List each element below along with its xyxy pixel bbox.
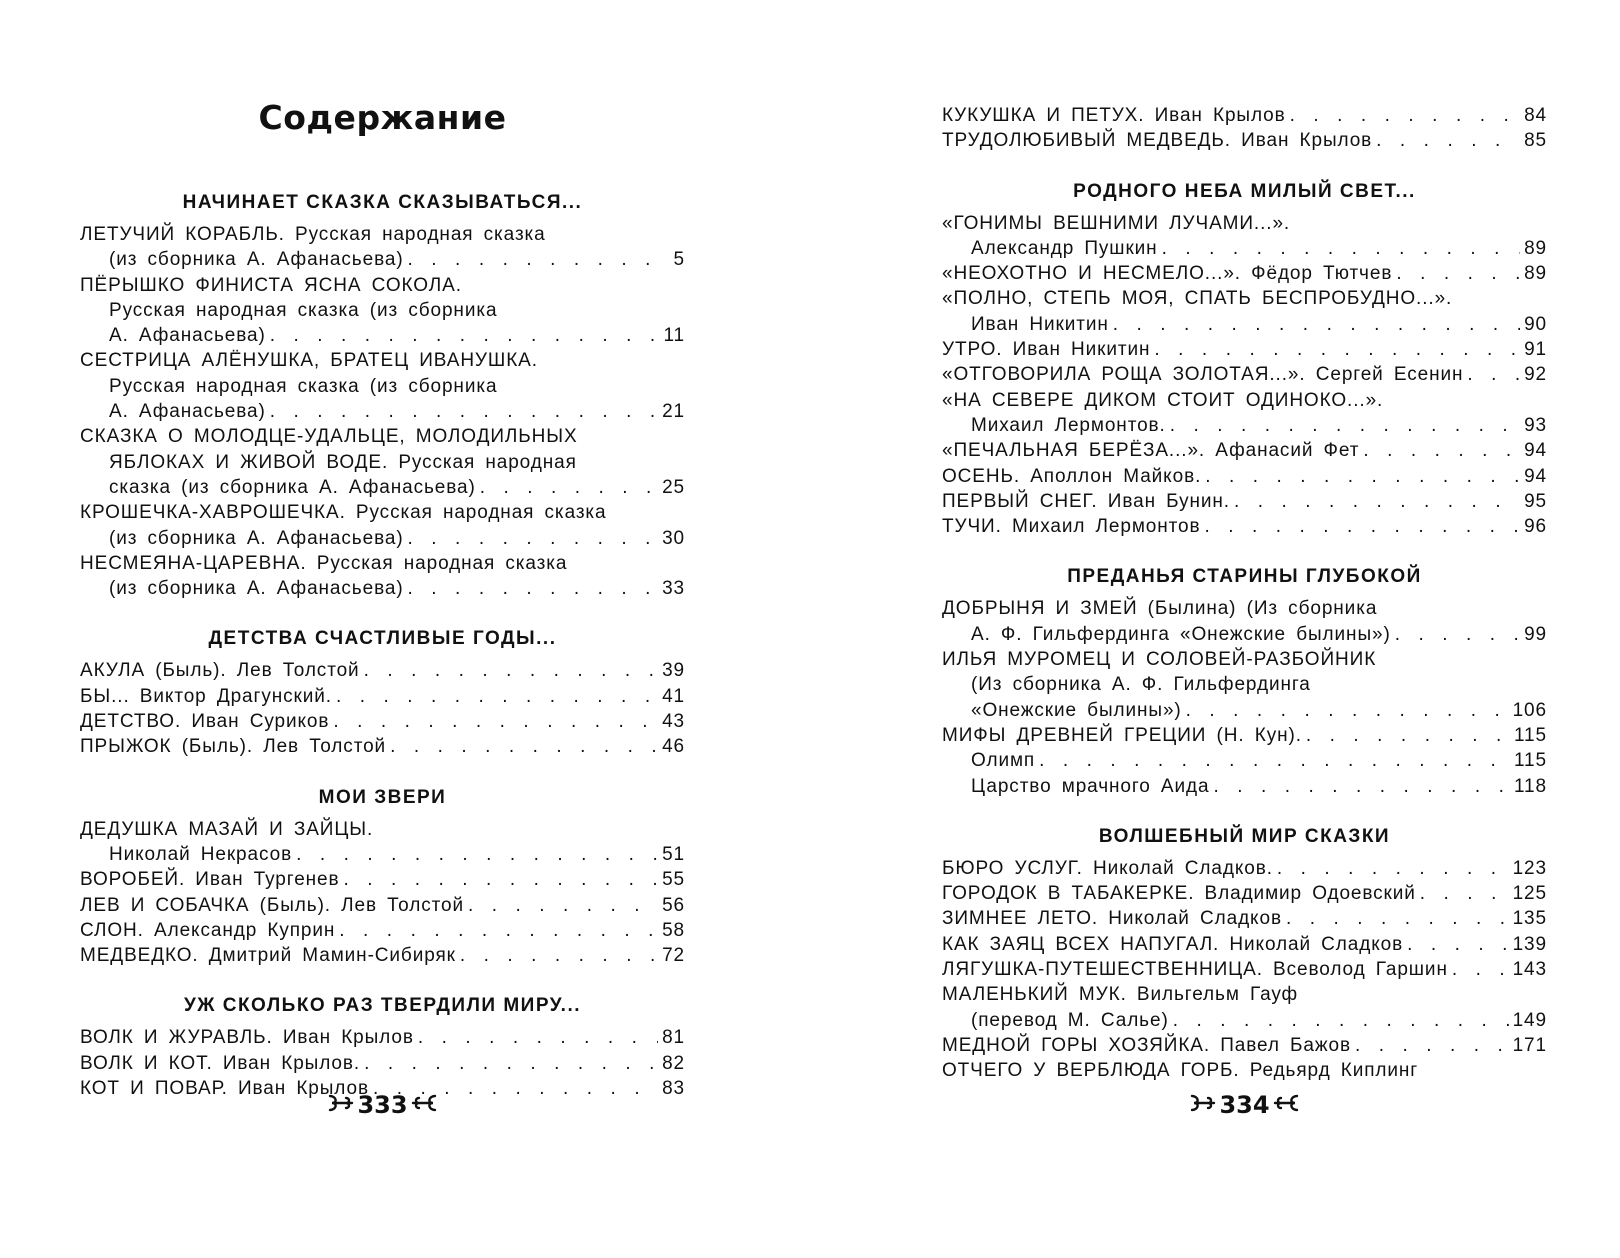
entry-page-number: 56 bbox=[662, 894, 685, 916]
entry-page-number: 33 bbox=[662, 578, 685, 600]
entry-page-number: 85 bbox=[1524, 130, 1547, 152]
entry-page-number: 43 bbox=[662, 711, 685, 733]
toc-entry-line bbox=[80, 1025, 685, 1050]
toc-entry-line bbox=[80, 298, 685, 323]
entry-page-number: 94 bbox=[1524, 440, 1547, 462]
entry-page-number: 115 bbox=[1514, 750, 1547, 772]
entry-title-text: ЛЕТУЧИЙ КОРАБЛЬ. Русская народная сказка bbox=[80, 224, 546, 245]
toc-entry-line bbox=[942, 362, 1547, 387]
toc-entry-line bbox=[80, 500, 685, 525]
toc-entry-line bbox=[942, 647, 1547, 672]
toc-entry bbox=[942, 211, 1547, 262]
entry-title-text: ОТЧЕГО У ВЕРБЛЮДА ГОРБ. Редьярд Киплинг bbox=[942, 1060, 1419, 1082]
toc-entry-line bbox=[942, 596, 1547, 621]
dot-leader bbox=[1452, 957, 1509, 982]
dot-leader bbox=[364, 1051, 658, 1076]
dot-leader bbox=[1205, 464, 1520, 489]
toc-section bbox=[80, 993, 685, 1101]
toc-entry-line bbox=[942, 932, 1547, 957]
toc-entry-line bbox=[942, 236, 1547, 261]
toc-entry-line bbox=[942, 856, 1547, 881]
toc-entry-line bbox=[942, 286, 1547, 311]
entry-title-text: «ОТГОВОРИЛА РОЩА ЗОЛОТАЯ...». Сергей Есенин bbox=[942, 364, 1464, 386]
toc-entry-line bbox=[942, 672, 1547, 697]
toc-section bbox=[80, 190, 685, 601]
toc-entry-line bbox=[942, 723, 1547, 748]
section-heading: УЖ СКОЛЬКО РАЗ ТВЕРДИЛИ МИРУ... bbox=[183, 995, 582, 1017]
toc-entry-line bbox=[942, 748, 1547, 773]
toc-entry-line bbox=[942, 261, 1547, 286]
entry-page-number: 135 bbox=[1512, 908, 1547, 930]
folio-number: 333 bbox=[357, 1091, 408, 1119]
dot-leader bbox=[408, 576, 659, 601]
toc-entry-line bbox=[942, 211, 1547, 236]
ornament-left-icon bbox=[1190, 1091, 1216, 1119]
entry-page-number: 81 bbox=[662, 1027, 685, 1049]
toc-entry-line bbox=[80, 273, 685, 298]
entry-page-number: 30 bbox=[662, 527, 685, 549]
toc-entry-line bbox=[942, 438, 1547, 463]
entry-title-text: ВОЛК И КОТ. Иван Крылов. bbox=[80, 1052, 361, 1074]
toc-entry-line bbox=[942, 957, 1547, 982]
dot-leader bbox=[390, 734, 658, 759]
toc-entry-line bbox=[80, 658, 685, 683]
toc-entry bbox=[80, 709, 685, 734]
section-heading: ВОЛШЕБНЫЙ МИР СКАЗКИ bbox=[1098, 825, 1391, 847]
toc-entry bbox=[942, 514, 1547, 539]
entry-page-number: 39 bbox=[662, 660, 685, 682]
toc-entry-line bbox=[942, 128, 1547, 153]
entry-title-text: МЕДВЕДКО. Дмитрий Мамин-Сибиряк bbox=[80, 945, 456, 967]
entry-page-number: 99 bbox=[1524, 623, 1547, 645]
toc-entry-line bbox=[942, 622, 1547, 647]
toc-section bbox=[80, 626, 685, 759]
toc-entry-line bbox=[942, 774, 1547, 799]
entry-title-text: «ПОЛНО, СТЕПЬ МОЯ, СПАТЬ БЕСПРОБУДНО...». bbox=[942, 288, 1453, 310]
entry-title-text: ВОРОБЕЙ. Иван Тургенев bbox=[80, 869, 340, 891]
entry-page-number: 84 bbox=[1524, 105, 1547, 126]
toc-section bbox=[80, 785, 685, 969]
toc-entry-line bbox=[80, 323, 685, 348]
entry-title-text: МИФЫ ДРЕВНЕЙ ГРЕЦИИ (Н. Кун). bbox=[942, 724, 1302, 746]
dot-leader bbox=[1039, 748, 1510, 773]
toc-entry bbox=[942, 1033, 1547, 1058]
dot-leader bbox=[460, 943, 658, 968]
entry-title-text: ДЕТСТВО. Иван Суриков bbox=[80, 711, 330, 733]
dot-leader bbox=[333, 709, 658, 734]
entry-title-text: (из сборника А. Афанасьева) bbox=[109, 249, 404, 271]
entry-title-text: (перевод М. Салье) bbox=[971, 1009, 1169, 1031]
toc-entry bbox=[942, 362, 1547, 387]
entry-page-number: 149 bbox=[1512, 1009, 1547, 1031]
toc-entry bbox=[80, 551, 685, 602]
toc-entry bbox=[942, 489, 1547, 514]
dot-leader bbox=[468, 893, 658, 918]
dot-leader bbox=[480, 475, 658, 500]
toc-entry bbox=[80, 1051, 685, 1076]
entry-title-text: А. Афанасьева) bbox=[109, 325, 266, 347]
entry-title-text: СКАЗКА О МОЛОДЦЕ-УДАЛЬЦЕ, МОЛОДИЛЬНЫХ bbox=[80, 426, 578, 448]
toc-entry bbox=[942, 596, 1547, 647]
dot-leader bbox=[1113, 312, 1520, 337]
entry-page-number: 41 bbox=[662, 685, 685, 707]
toc-left bbox=[80, 190, 685, 1101]
toc-entry bbox=[80, 273, 685, 349]
entry-page-number: 143 bbox=[1512, 959, 1547, 981]
toc-entry-line bbox=[942, 982, 1547, 1007]
entry-title-text: ДОБРЫНЯ И ЗМЕЙ (Былина) (Из сборника bbox=[942, 598, 1378, 620]
toc-entry bbox=[80, 500, 685, 551]
entry-page-number: 72 bbox=[662, 945, 685, 967]
section-heading: ДЕТСТВА СЧАСТЛИВЫЕ ГОДЫ... bbox=[208, 628, 557, 650]
entry-title-text: СЛОН. Александр Куприн bbox=[80, 919, 336, 941]
toc-entry-line bbox=[80, 893, 685, 918]
entry-page-number: 90 bbox=[1524, 313, 1547, 335]
toc-entry-line bbox=[942, 464, 1547, 489]
dot-leader bbox=[1407, 932, 1508, 957]
toc-entry bbox=[942, 337, 1547, 362]
dot-leader bbox=[1355, 1033, 1509, 1058]
entry-title-text: ТУЧИ. Михаил Лермонтов bbox=[942, 516, 1201, 538]
toc-entry-line bbox=[942, 1058, 1547, 1083]
dot-leader bbox=[408, 247, 659, 272]
dot-leader bbox=[1306, 723, 1510, 748]
toc-entry-line bbox=[942, 388, 1547, 413]
entry-title-text: ЗИМНЕЕ ЛЕТО. Николай Сладков bbox=[942, 908, 1282, 930]
section-spacer bbox=[942, 539, 1547, 564]
dot-leader bbox=[1205, 514, 1521, 539]
toc-right bbox=[942, 103, 1547, 1084]
section-spacer bbox=[942, 799, 1547, 824]
section-heading: ПРЕДАНЬЯ СТАРИНЫ ГЛУБОКОЙ bbox=[1067, 566, 1422, 588]
toc-entry bbox=[942, 982, 1547, 1033]
entry-title-text: ПЁРЫШКО ФИНИСТА ЯСНА СОКОЛА. bbox=[80, 274, 462, 296]
toc-entry bbox=[942, 1058, 1547, 1083]
entry-page-number: 55 bbox=[662, 869, 685, 891]
dot-leader bbox=[270, 399, 658, 424]
dot-leader bbox=[336, 684, 658, 709]
toc-entry-line bbox=[80, 842, 685, 867]
toc-entry bbox=[80, 943, 685, 968]
entry-page-number: 58 bbox=[662, 919, 685, 941]
toc-entry-line bbox=[80, 222, 685, 247]
toc-entry bbox=[80, 424, 685, 500]
toc-entry bbox=[80, 867, 685, 892]
dot-leader bbox=[1395, 622, 1520, 647]
entry-title-text: ПРЫЖОК (Быль). Лев Толстой bbox=[80, 736, 387, 758]
entry-page-number: 82 bbox=[662, 1052, 685, 1074]
toc-entry bbox=[942, 932, 1547, 957]
entry-page-number: 83 bbox=[662, 1078, 685, 1100]
entry-page-number: 96 bbox=[1524, 516, 1547, 538]
entry-title-text: БЮРО УСЛУГ. Николай Сладков. bbox=[942, 857, 1273, 879]
entry-title-text: ИЛЬЯ МУРОМЕЦ И СОЛОВЕЙ-РАЗБОЙНИК bbox=[942, 649, 1377, 671]
toc-entry-line bbox=[80, 817, 685, 842]
section-spacer bbox=[80, 968, 685, 993]
toc-entry bbox=[942, 906, 1547, 931]
entry-page-number: 21 bbox=[662, 401, 685, 423]
toc-entry bbox=[942, 286, 1547, 337]
entry-page-number: 94 bbox=[1524, 465, 1547, 487]
entry-title-text: МЕДНОЙ ГОРЫ ХОЗЯЙКА. Павел Бажов bbox=[942, 1034, 1351, 1056]
page-title: Содержание bbox=[258, 98, 507, 137]
entry-title-text: (Из сборника А. Ф. Гильфердинга bbox=[971, 674, 1311, 696]
entry-title-text: ОСЕНЬ. Аполлон Майков. bbox=[942, 465, 1202, 487]
entry-page-number: 115 bbox=[1514, 724, 1547, 746]
ornament-right-icon bbox=[1273, 1091, 1299, 1119]
entry-title-text: «НА СЕВЕРЕ ДИКОМ СТОИТ ОДИНОКО...». bbox=[942, 389, 1384, 411]
ornament-right-icon bbox=[411, 1091, 437, 1119]
ornament-left-icon bbox=[328, 1091, 354, 1119]
dot-leader bbox=[344, 867, 659, 892]
entry-title-text: «Онежские былины») bbox=[971, 699, 1182, 721]
toc-entry-line bbox=[80, 399, 685, 424]
dot-leader bbox=[1234, 489, 1520, 514]
toc-entry-line bbox=[80, 450, 685, 475]
entry-page-number: 118 bbox=[1514, 775, 1547, 797]
toc-entry-line bbox=[80, 348, 685, 373]
section-heading: НАЧИНАЕТ СКАЗКА СКАЗЫВАТЬСЯ... bbox=[182, 192, 583, 213]
entry-title-text: Царство мрачного Аида bbox=[971, 775, 1210, 797]
dot-leader bbox=[1286, 906, 1509, 931]
toc-entry bbox=[942, 957, 1547, 982]
toc-entry-line bbox=[942, 881, 1547, 906]
entry-page-number: 106 bbox=[1512, 699, 1547, 721]
toc-entry bbox=[942, 748, 1547, 773]
folio-number: 334 bbox=[1219, 1091, 1270, 1119]
entry-title-text: ТРУДОЛЮБИВЫЙ МЕДВЕДЬ. Иван Крылов bbox=[942, 130, 1373, 152]
entry-title-text: ЛЕВ И СОБАЧКА (Быль). Лев Толстой bbox=[80, 894, 464, 916]
entry-title-text: БЫ... Виктор Драгунский. bbox=[80, 685, 332, 707]
entry-title-text: МАЛЕНЬКИЙ МУК. Вильгельм Гауф bbox=[942, 984, 1299, 1006]
dot-leader bbox=[1186, 698, 1509, 723]
entry-page-number: 46 bbox=[662, 736, 685, 758]
toc-entry-line bbox=[80, 709, 685, 734]
entry-page-number: 93 bbox=[1524, 414, 1547, 436]
toc-entry-line bbox=[80, 247, 685, 272]
toc-entry-line bbox=[942, 514, 1547, 539]
entry-title-text: Иван Никитин bbox=[971, 313, 1109, 335]
entry-title-text: ПЕРВЫЙ СНЕГ. Иван Бунин. bbox=[942, 490, 1230, 512]
toc-section bbox=[942, 179, 1547, 540]
toc-entry-line bbox=[80, 424, 685, 449]
entry-page-number: 125 bbox=[1512, 883, 1547, 905]
toc-entry-line bbox=[942, 1033, 1547, 1058]
entry-title-text: Русская народная сказка (из сборника bbox=[109, 299, 498, 321]
dot-leader bbox=[1154, 337, 1520, 362]
entry-title-text: КАК ЗАЯЦ ВСЕХ НАПУГАЛ. Николай Сладков bbox=[942, 933, 1404, 955]
toc-entry-line bbox=[80, 475, 685, 500]
section-heading: МОИ ЗВЕРИ bbox=[318, 786, 447, 808]
toc-entry bbox=[80, 817, 685, 868]
toc-entry-line bbox=[80, 1051, 685, 1076]
entry-page-number: 89 bbox=[1524, 263, 1547, 285]
toc-entry-line bbox=[80, 943, 685, 968]
toc-entry bbox=[80, 1025, 685, 1050]
dot-leader bbox=[1467, 362, 1520, 387]
entry-title-text: Александр Пушкин bbox=[971, 237, 1158, 259]
entry-title-text: СЕСТРИЦА АЛЁНУШКА, БРАТЕЦ ИВАНУШКА. bbox=[80, 350, 538, 372]
toc-entry-line bbox=[942, 337, 1547, 362]
toc-entry-line bbox=[80, 867, 685, 892]
entry-title-text: КРОШЕЧКА-ХАВРОШЕЧКА. Русская народная сказка bbox=[80, 502, 607, 524]
toc-entry bbox=[80, 348, 685, 424]
toc-entry-line bbox=[80, 526, 685, 551]
entry-page-number: 89 bbox=[1524, 237, 1547, 259]
section-spacer bbox=[942, 154, 1547, 179]
entry-page-number: 171 bbox=[1512, 1034, 1547, 1056]
page-number-left bbox=[80, 1090, 685, 1119]
entry-title-text: сказка (из сборника А. Афанасьева) bbox=[109, 476, 476, 498]
section-spacer bbox=[80, 601, 685, 626]
toc-entry-line bbox=[942, 906, 1547, 931]
toc-entry-line bbox=[80, 918, 685, 943]
entry-title-text: Русская народная сказка (из сборника bbox=[109, 375, 498, 397]
entry-title-text: ЯБЛОКАХ И ЖИВОЙ ВОДЕ. Русская народная bbox=[109, 451, 577, 473]
toc-entry-line bbox=[80, 684, 685, 709]
entry-page-number: 11 bbox=[663, 325, 685, 347]
dot-leader bbox=[364, 658, 658, 683]
toc-entry bbox=[80, 658, 685, 683]
entry-title-text: КОТ И ПОВАР. Иван Крылов bbox=[80, 1078, 369, 1100]
entry-title-text: «ПЕЧАЛЬНАЯ БЕРЁЗА...». Афанасий Фет bbox=[942, 440, 1360, 462]
toc-entry bbox=[942, 103, 1547, 128]
entry-title-text: НЕСМЕЯНА-ЦАРЕВНА. Русская народная сказка bbox=[80, 552, 568, 574]
entry-title-text: ЛЯГУШКА-ПУТЕШЕСТВЕННИЦА. Всеволод Гаршин bbox=[942, 959, 1448, 981]
dot-leader bbox=[408, 526, 659, 551]
toc-entry bbox=[942, 261, 1547, 286]
section-heading: РОДНОГО НЕБА МИЛЫЙ СВЕТ... bbox=[1073, 180, 1416, 202]
entry-page-number: 51 bbox=[662, 843, 685, 865]
toc-entry bbox=[942, 388, 1547, 439]
toc-entry bbox=[942, 464, 1547, 489]
dot-leader bbox=[296, 842, 658, 867]
entry-title-text: «НЕОХОТНО И НЕСМЕЛО...». Фёдор Тютчев bbox=[942, 263, 1393, 285]
entry-title-text: А. Афанасьева) bbox=[109, 401, 266, 423]
toc-entry bbox=[942, 723, 1547, 748]
entry-title-text: КУКУШКА И ПЕТУХ. Иван Крылов bbox=[942, 105, 1286, 126]
toc-entry-line bbox=[942, 1008, 1547, 1033]
entry-title-text: А. Ф. Гильфердинга «Онежские былины») bbox=[971, 623, 1391, 645]
section-spacer bbox=[80, 760, 685, 785]
toc-section bbox=[942, 824, 1547, 1084]
toc-entry-line bbox=[942, 413, 1547, 438]
entry-page-number: 5 bbox=[673, 249, 685, 271]
dot-leader bbox=[1420, 881, 1509, 906]
entry-page-number: 139 bbox=[1512, 933, 1547, 955]
dot-leader bbox=[1363, 438, 1520, 463]
entry-page-number: 91 bbox=[1524, 339, 1547, 361]
dot-leader bbox=[1277, 856, 1509, 881]
toc-entry-line bbox=[942, 312, 1547, 337]
entry-title-text: ВОЛК И ЖУРАВЛЬ. Иван Крылов bbox=[80, 1027, 414, 1049]
dot-leader bbox=[339, 918, 658, 943]
dot-leader bbox=[1396, 261, 1520, 286]
entry-title-text: «ГОНИМЫ ВЕШНИМИ ЛУЧАМИ...». bbox=[942, 212, 1291, 234]
entry-title-text: (из сборника А. Афанасьева) bbox=[109, 527, 404, 549]
toc-entry bbox=[942, 128, 1547, 153]
entry-page-number: 92 bbox=[1524, 364, 1547, 386]
toc-entry bbox=[942, 774, 1547, 799]
toc-section bbox=[942, 564, 1547, 798]
toc-entry bbox=[80, 684, 685, 709]
toc-entry-line bbox=[80, 734, 685, 759]
dot-leader bbox=[270, 323, 659, 348]
entry-page-number: 95 bbox=[1524, 490, 1547, 512]
page-number-right bbox=[942, 1090, 1547, 1119]
toc-entry bbox=[80, 918, 685, 943]
toc-entry-line bbox=[942, 698, 1547, 723]
dot-leader bbox=[1213, 774, 1510, 799]
toc-entry bbox=[80, 222, 685, 273]
toc-entry bbox=[942, 438, 1547, 463]
dot-leader bbox=[1173, 1008, 1509, 1033]
toc-entry bbox=[942, 647, 1547, 723]
dot-leader bbox=[1376, 128, 1520, 153]
dot-leader bbox=[1170, 413, 1520, 438]
entry-title-text: Николай Некрасов bbox=[109, 843, 293, 865]
entry-title-text: ГОРОДОК В ТАБАКЕРКЕ. Владимир Одоевский bbox=[942, 883, 1416, 905]
entry-title-text: ДЕДУШКА МАЗАЙ И ЗАЙЦЫ. bbox=[80, 818, 374, 840]
toc-entry bbox=[942, 881, 1547, 906]
toc-entry bbox=[80, 893, 685, 918]
entry-title-text: (из сборника А. Афанасьева) bbox=[109, 578, 404, 600]
dot-leader bbox=[1162, 236, 1521, 261]
toc-entry-line bbox=[80, 374, 685, 399]
entry-title-text: Олимп bbox=[971, 750, 1036, 772]
dot-leader bbox=[1290, 103, 1520, 128]
entry-title-text: УТРО. Иван Никитин bbox=[942, 339, 1151, 361]
toc-entry-line bbox=[942, 103, 1547, 128]
toc-entry-line bbox=[80, 576, 685, 601]
dot-leader bbox=[418, 1025, 658, 1050]
entry-title-text: Михаил Лермонтов. bbox=[971, 414, 1166, 436]
toc-entry bbox=[942, 856, 1547, 881]
toc-entry bbox=[80, 734, 685, 759]
toc-entry-line bbox=[942, 489, 1547, 514]
entry-page-number: 25 bbox=[662, 476, 685, 498]
toc-entry-line bbox=[80, 551, 685, 576]
entry-title-text: АКУЛА (Быль). Лев Толстой bbox=[80, 660, 360, 682]
entry-page-number: 123 bbox=[1512, 857, 1547, 879]
